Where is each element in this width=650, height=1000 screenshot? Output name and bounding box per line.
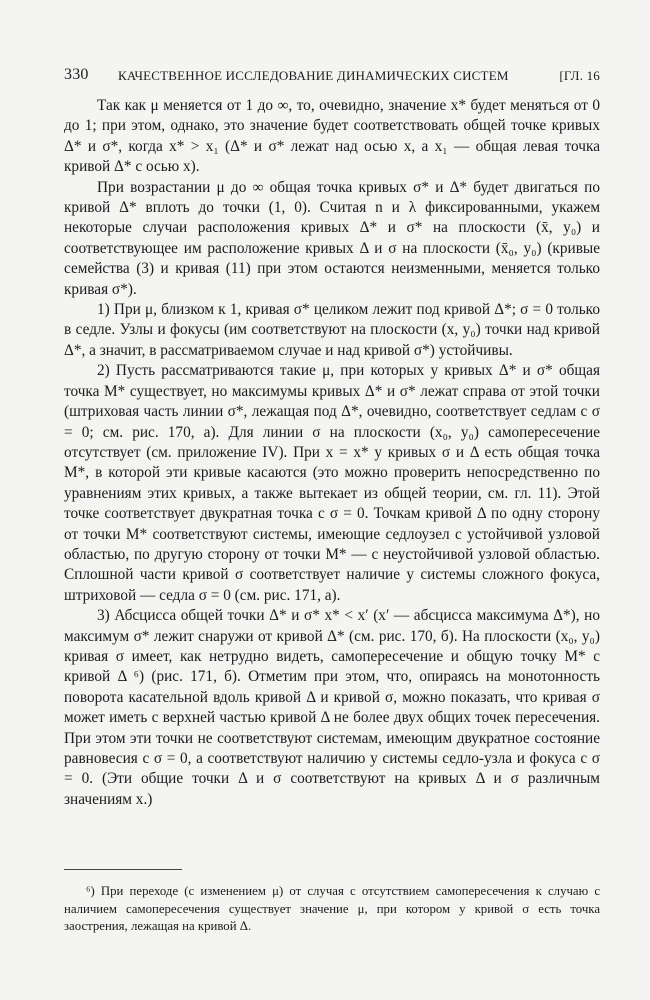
page-number: 330 [64, 66, 89, 83]
running-title: КАЧЕСТВЕННОЕ ИССЛЕДОВАНИЕ ДИНАМИЧЕСКИХ СИСТЕМ [118, 68, 509, 83]
paragraph-mu-increase: При возрастании μ до ∞ общая точка кривых σ* и Δ* будет двигаться по кривой Δ* вплоть до точки (1, 0). Считая n и λ фиксированными, укажем некоторые случаи расположения кривых Δ* и σ* на плоскости (x̄, y₀) и соответствующее им расположение кривых Δ и σ на плоскости (x̄₀, y₀) (кривые семейства (3) и кривая (11) при этом остаются неизменными, меняется только кривая σ*). [64, 178, 600, 298]
main-text [64, 96, 600, 810]
footnote [64, 883, 600, 936]
footnote-rule [64, 869, 182, 870]
paragraph-case-2: 2) Пусть рассматриваются такие μ, при которых у кривых Δ* и σ* общая точка M* существует, но максимумы кривых Δ* и σ* лежат справа от этой точки (штриховая часть линии σ*, лежащая под Δ*, очевидно, соответствует седлам с σ = 0; см. рис. 170, а). Для линии σ на плоскости (x₀, y₀) самопересечение отсутствует (см. приложение IV). При x = x* у кривых σ и Δ есть общая точка M*, в которой эти кривые касаются (это можно проверить непосредственно по уравнениям этих кривых, а также вытекает из общей теории, см. гл. 11). Этой точке соответствует двукратная точка с σ = 0. Точкам кривой Δ по одну сторону от точки M* соответствуют системы, имеющие седлоузел с устойчивой узловой областью, по другую сторону от точки M* — с неустойчивой узловой областью. Сплошной части кривой σ соответствует наличие у системы сложного фокуса, штриховой — седла σ = 0 (см. рис. 171, а). [64, 362, 600, 604]
paragraph-case-1: 1) При μ, близком к 1, кривая σ* целиком лежит под кривой Δ*; σ = 0 только в седле. Узлы и фокусы (им соответствуют на плоскости (x, y₀) точки над кривой Δ*, а значит, в рассматриваемом случае и над кривой σ*) устойчивы. [64, 301, 600, 359]
paragraph-intro: Так как μ меняется от 1 до ∞, то, очевидно, значение x* будет меняться от 0 до 1; при этом, однако, это значение будет соответствовать общей точке кривых Δ* и σ*, когда x* > x₁ (Δ* и σ* лежат над осью x, а x₁ — общая левая точка кривой Δ* с осью x). [64, 97, 600, 176]
footnote-text: ⁶) При переходе (с изменением μ) от случая с отсутствием самопересечения к случаю с наличием самопересечения существует значение μ, при котором у кривой σ есть точка заострения, лежащая на кривой Δ. [64, 884, 600, 934]
chapter-marker: [ГЛ. 16 [559, 68, 600, 83]
paragraph-case-3: 3) Абсцисса общей точки Δ* и σ* x* < x′ (x′ — абсцисса максимума Δ*), но максимум σ* лежит снаружи от кривой Δ* (см. рис. 170, б). На плоскости (x₀, y₀) кривая σ имеет, как нетрудно видеть, самопересечение и общую точку M* с кривой Δ ⁶) (рис. 171, б). Отметим при этом, что, опираясь на монотонность поворота касательной вдоль кривой Δ и кривой σ, можно показать, что кривая σ может иметь с верхней частью кривой Δ не более двух общих точек пересечения. При этом эти точки не соответствуют системам, имеющим двукратное состояние равновесия с σ = 0, а соответствуют наличию у системы седло-узла и фокуса с σ = 0. (Эти общие точки Δ и σ соответствуют на кривых Δ и σ различным значениям x.) [64, 607, 600, 808]
